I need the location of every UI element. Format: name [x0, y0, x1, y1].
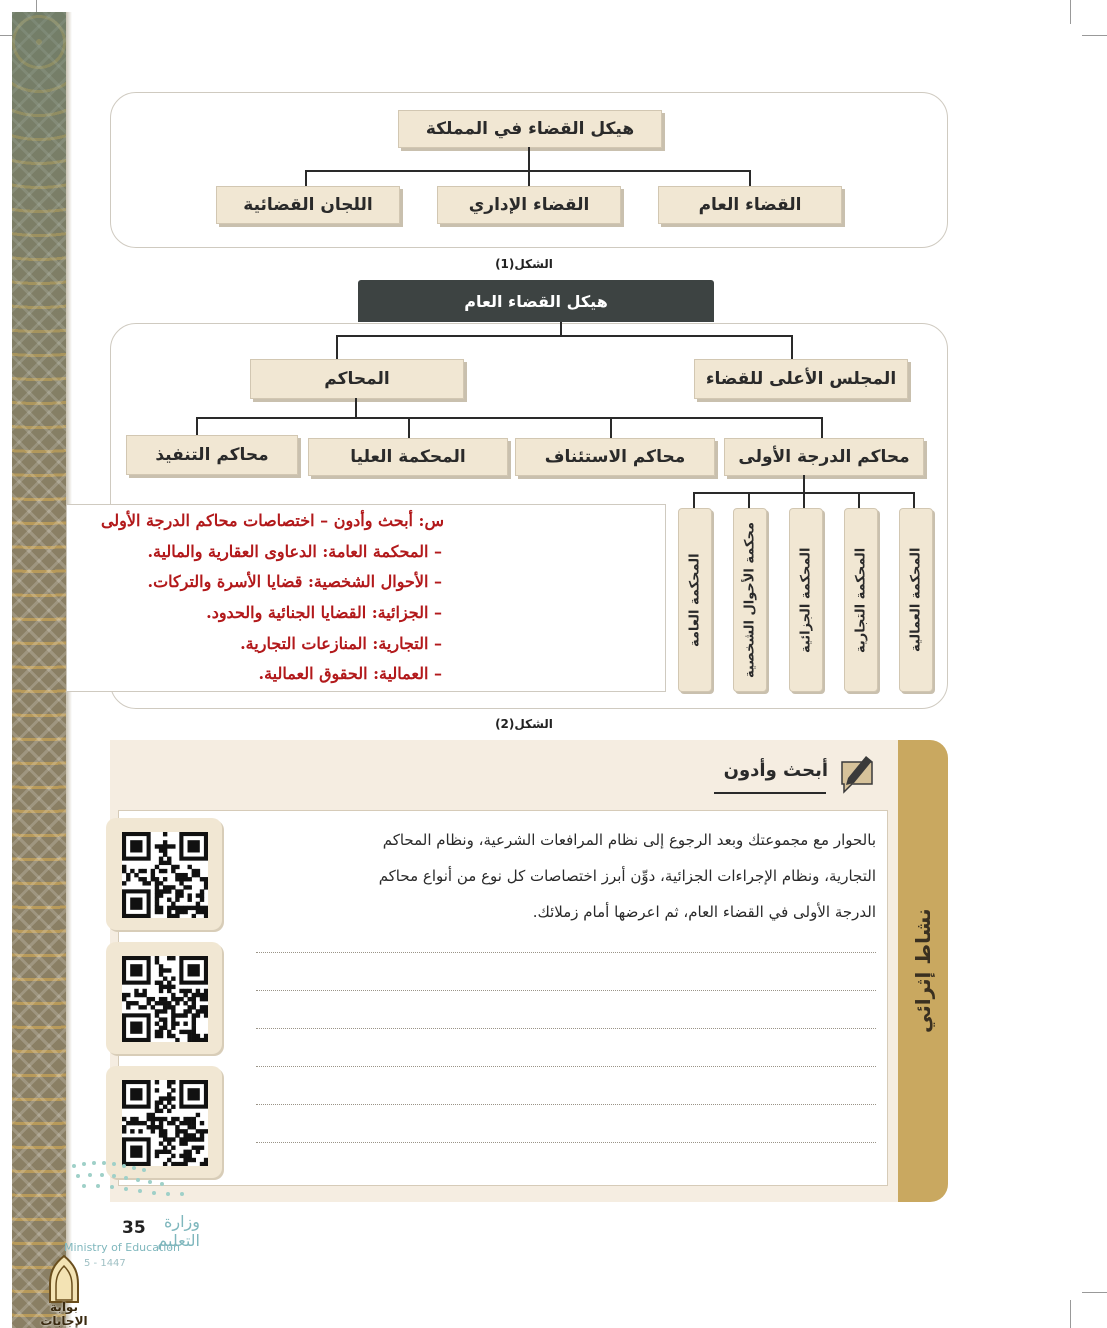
connector	[913, 492, 915, 508]
activity-tab	[898, 740, 948, 1202]
activity-tab-label: نشاط إثرائي	[911, 908, 935, 1034]
figure1-caption: الشكل(1)	[495, 257, 553, 271]
answer-question: س: أبحث وأدون – اختصاصات محاكم الدرجة الأولى	[100, 511, 444, 530]
court-label: محاكم الدرجة الأولى	[738, 447, 910, 467]
writing-line	[256, 952, 876, 953]
writing-line	[256, 1104, 876, 1105]
figure1-title: هيكل القضاء في المملكة	[425, 119, 635, 139]
activity-text-line: التجارية، ونظام الإجراءات الجزائية، دوِّن أبرز اختصاصات كل نوع من أنواع محاكم	[378, 867, 876, 885]
first-degree-courts-box	[724, 438, 924, 476]
activity-text-line: بالحوار مع مجموعتك وبعد الرجوع إلى نظام المرافعات الشرعية، ونظام المحاكم	[382, 831, 876, 849]
connector	[693, 492, 695, 508]
crop-mark	[1082, 1292, 1107, 1293]
activity-text-line: الدرجة الأولى في القضاء العام، ثم اعرضها أمام زملائك.	[532, 903, 876, 921]
branch-label: القضاء الإداري	[468, 195, 590, 215]
qr-card[interactable]	[106, 942, 222, 1054]
figure2-caption: الشكل(2)	[495, 717, 553, 731]
connector	[336, 335, 338, 359]
branch-general-judiciary	[658, 186, 842, 224]
qr-code-icon[interactable]	[122, 1080, 208, 1166]
connector	[560, 322, 562, 336]
watermark-logo-icon	[44, 1254, 84, 1304]
heading-underline	[714, 792, 826, 794]
court-label: المحكمة العامة	[687, 553, 703, 647]
personal-status-court-box	[733, 508, 767, 692]
qr-code-icon[interactable]	[122, 832, 208, 918]
decorative-pattern-overlay	[12, 12, 66, 512]
crop-mark	[1070, 0, 1071, 24]
connector	[355, 398, 357, 418]
activity-heading: أبحث وأدون	[723, 760, 828, 781]
figure2-title-bar	[358, 280, 714, 322]
ministry-year: 5 - 1447	[84, 1258, 126, 1269]
court-label: المحكمة العليا	[350, 447, 466, 467]
connector	[408, 417, 410, 438]
watermark-text: بوابة الإجابات	[40, 1300, 88, 1328]
criminal-court-box	[789, 508, 823, 692]
connector	[528, 147, 530, 171]
commercial-court-box	[844, 508, 878, 692]
connector	[803, 492, 805, 508]
qr-code-icon[interactable]	[122, 956, 208, 1042]
answer-line: – الأحوال الشخصية: قضايا الأسرة والتركات.	[147, 572, 442, 591]
branch-administrative-judiciary	[437, 186, 621, 224]
connector	[336, 335, 792, 337]
ministry-arabic: وزارة التعليم	[157, 1212, 200, 1250]
qr-card[interactable]	[106, 818, 222, 930]
connector	[791, 335, 793, 359]
connector	[749, 170, 751, 186]
court-label: محاكم الاستئناف	[544, 447, 686, 467]
page-number: 35	[122, 1218, 146, 1238]
appeal-courts-box	[515, 438, 715, 476]
answer-line: – العمالية: الحقوق العمالية.	[258, 664, 442, 683]
connector	[803, 475, 805, 493]
connector	[196, 417, 822, 419]
crop-mark	[1082, 35, 1107, 36]
connector	[748, 492, 750, 508]
court-label: محاكم التنفيذ	[155, 445, 269, 465]
enforcement-courts-box	[126, 435, 298, 475]
council-label: المجلس الأعلى للقضاء	[705, 369, 897, 389]
answer-line: – التجارية: المنازعات التجارية.	[240, 634, 442, 653]
court-label: المحكمة الجزائية	[798, 547, 814, 653]
ministry-english: Ministry of Education	[64, 1241, 181, 1254]
supreme-court-box	[308, 438, 508, 476]
answer-line: – الجزائية: القضايا الجنائية والحدود.	[206, 603, 442, 622]
pencil-speech-icon	[836, 750, 876, 796]
courts-label: المحاكم	[324, 369, 390, 389]
figure1-title-box	[398, 110, 662, 148]
branch-label: القضاء العام	[698, 195, 802, 215]
writing-line	[256, 1066, 876, 1067]
court-label: محكمة الأحوال الشخصية	[742, 522, 758, 678]
court-label: المحكمة العمالية	[908, 547, 924, 653]
branch-judicial-committees	[216, 186, 400, 224]
answer-line: – المحكمة العامة: الدعاوى العقارية والمالية.	[147, 542, 442, 561]
labor-court-box	[899, 508, 933, 692]
writing-line	[256, 990, 876, 991]
ministry-dots-logo	[64, 1158, 200, 1198]
connector	[858, 492, 860, 508]
writing-line	[256, 1028, 876, 1029]
connector	[821, 417, 823, 438]
courts-box	[250, 359, 464, 399]
connector	[196, 417, 198, 435]
crop-mark	[1070, 1300, 1071, 1328]
branch-label: اللجان القضائية	[243, 195, 373, 215]
supreme-judicial-council-box	[694, 359, 908, 399]
court-label: المحكمة التجارية	[853, 547, 869, 653]
connector	[305, 170, 307, 186]
figure2-title: هيكل القضاء العام	[464, 291, 608, 311]
general-court-box	[678, 508, 712, 692]
connector	[610, 417, 612, 438]
connector	[528, 170, 530, 186]
writing-line	[256, 1142, 876, 1143]
